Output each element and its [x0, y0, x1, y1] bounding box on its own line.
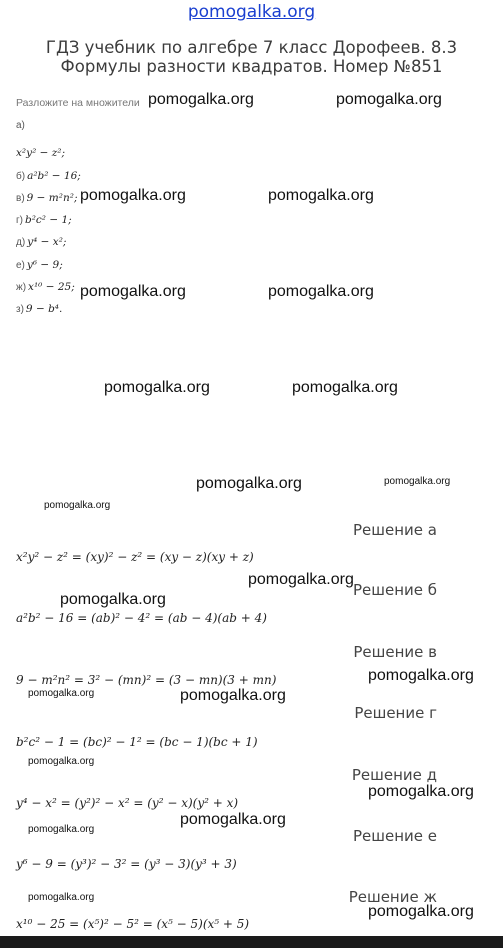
watermark: pomogalka.org	[368, 667, 474, 684]
solution-heading-g: Решение г	[354, 704, 437, 722]
item-expr: b²c² − 1;	[24, 214, 72, 226]
item-expr: a²b² − 16;	[27, 170, 81, 182]
watermark: pomogalka.org	[148, 91, 254, 108]
item-label: а)	[16, 120, 25, 131]
item-label: е)	[16, 260, 25, 271]
item-expr: y⁴ − x²;	[27, 236, 67, 248]
task-item-zh	[16, 281, 75, 293]
item-label: д)	[16, 237, 26, 248]
watermark: pomogalka.org	[60, 591, 166, 608]
bottom-bar	[0, 936, 503, 948]
solution-heading-b: Решение б	[352, 581, 437, 599]
site-link[interactable]: pomogalka.org	[187, 2, 316, 22]
solution-equation-b: a²b² − 16 = (ab)² − 4² = (ab − 4)(ab + 4)	[16, 611, 267, 625]
watermark: pomogalka.org	[384, 476, 451, 487]
watermark: pomogalka.org	[28, 824, 95, 835]
solution-equation-a: x²y² − z² = (xy)² − z² = (xy − z)(xy + z)	[16, 550, 254, 564]
item-label: з)	[16, 304, 24, 315]
watermark: pomogalka.org	[28, 756, 95, 767]
solution-equation-v: 9 − m²n² = 3² − (mn)² = (3 − mn)(3 + mn)	[16, 673, 277, 687]
watermark: pomogalka.org	[80, 283, 186, 300]
watermark: pomogalka.org	[336, 91, 442, 108]
item-expr: x¹⁰ − 25;	[28, 281, 75, 293]
item-expr: 9 − m²n²;	[26, 192, 78, 204]
solution-equation-g: b²c² − 1 = (bc)² − 1² = (bc − 1)(bc + 1)	[16, 735, 258, 749]
watermark: pomogalka.org	[80, 187, 186, 204]
item-label: б)	[16, 171, 26, 182]
watermark: pomogalka.org	[292, 379, 398, 396]
solution-heading-zh: Решение ж	[348, 888, 437, 906]
watermark: pomogalka.org	[28, 688, 95, 699]
watermark: pomogalka.org	[368, 903, 474, 920]
page-title: ГДЗ учебник по алгебре 7 класс Дорофеев. 8.3 Формулы разности квадратов. Номер №851	[45, 38, 458, 76]
task-item-a-expr	[16, 147, 65, 159]
watermark: pomogalka.org	[196, 475, 302, 492]
solution-heading-v: Решение в	[353, 643, 437, 661]
solution-equation-d: y⁴ − x² = (y²)² − x² = (y² − x)(y² + x)	[16, 796, 239, 810]
task-item-a	[16, 119, 27, 131]
watermark: pomogalka.org	[28, 892, 95, 903]
solution-equation-zh: x¹⁰ − 25 = (x⁵)² − 5² = (x⁵ − 5)(x⁵ + 5)	[16, 917, 250, 931]
watermark: pomogalka.org	[104, 379, 210, 396]
task-item-b	[16, 170, 81, 182]
task-item-e	[16, 259, 63, 271]
watermark: pomogalka.org	[368, 783, 474, 800]
task-item-v	[16, 192, 78, 204]
solution-heading-a: Решение а	[353, 521, 437, 539]
item-expr: 9 − b⁴.	[25, 303, 63, 315]
task-item-g	[16, 214, 72, 226]
task-item-d	[16, 236, 66, 248]
watermark: pomogalka.org	[268, 187, 374, 204]
watermark: pomogalka.org	[268, 283, 374, 300]
watermark: pomogalka.org	[180, 811, 286, 828]
task-intro: Разложите на множители	[16, 97, 140, 109]
solution-heading-d: Решение д	[351, 766, 437, 784]
item-expr: x²y² − z²;	[16, 147, 66, 159]
item-expr: y⁶ − 9;	[26, 259, 63, 271]
item-label: ж)	[16, 282, 27, 293]
watermark: pomogalka.org	[248, 571, 354, 588]
item-label: г)	[16, 215, 23, 226]
task-item-z	[16, 303, 62, 315]
solution-heading-e: Решение е	[352, 827, 437, 845]
watermark: pomogalka.org	[44, 500, 111, 511]
watermark: pomogalka.org	[180, 687, 286, 704]
item-label: в)	[16, 193, 25, 204]
solution-equation-e: y⁶ − 9 = (y³)² − 3² = (y³ − 3)(y³ + 3)	[16, 857, 237, 871]
